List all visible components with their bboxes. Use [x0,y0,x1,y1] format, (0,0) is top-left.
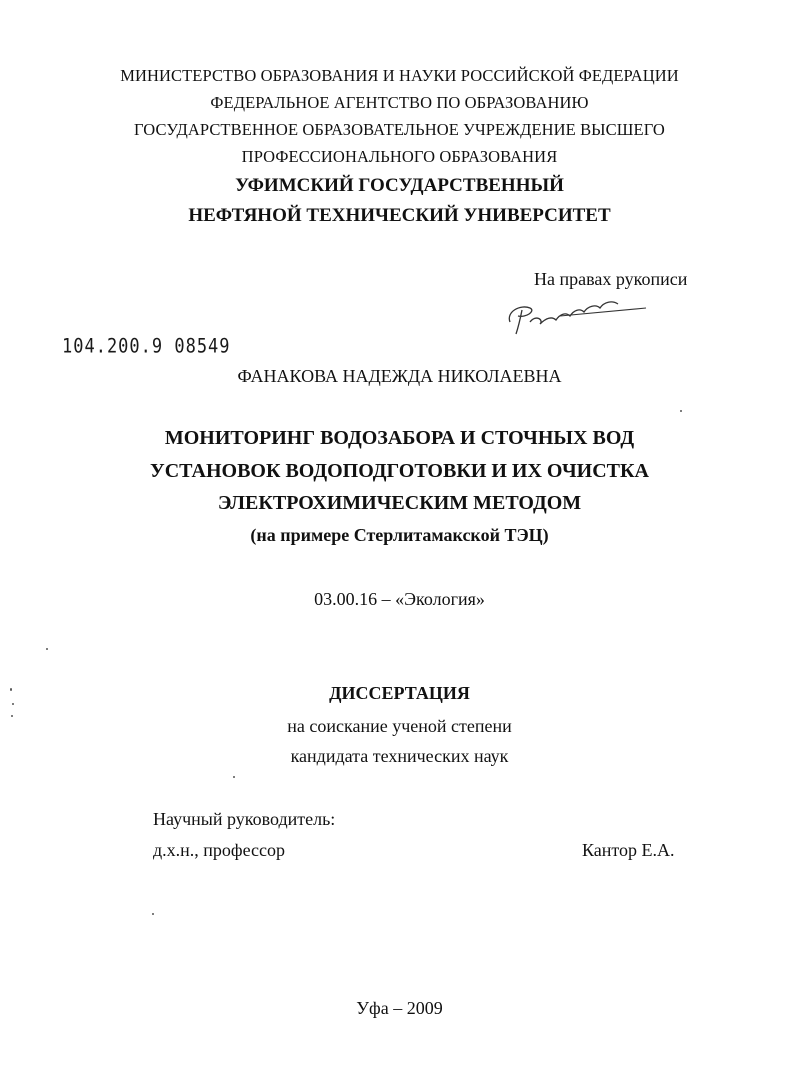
header-line-ministry: МИНИСТЕРСТВО ОБРАЗОВАНИЯ И НАУКИ РОССИЙСКОЙ ФЕДЕРАЦИИ [120,66,679,85]
archive-stamp-number: 104.200.9 08549 [62,335,231,358]
header-line-professional: ПРОФЕССИОНАЛЬНОГО ОБРАЗОВАНИЯ [241,147,558,166]
scan-speck [46,648,48,650]
scan-speck [233,776,235,778]
scan-speck [12,703,14,705]
supervisor-degree: д.х.н., профессор [153,840,286,860]
title-line1: МОНИТОРИНГ ВОДОЗАБОРА И СТОЧНЫХ ВОД [164,427,635,449]
degree-line1: на соискание ученой степени [287,716,512,736]
title-line2: УСТАНОВОК ВОДОПОДГОТОВКИ И ИХ ОЧИСТКА [150,460,649,482]
scan-speck [10,688,12,691]
header-line-agency: ФЕДЕРАЛЬНОЕ АГЕНТСТВО ПО ОБРАЗОВАНИЮ [210,93,589,112]
header-line-institution: ГОСУДАРСТВЕННОЕ ОБРАЗОВАТЕЛЬНОЕ УЧРЕЖДЕНИЕ ВЫСШЕГО [134,120,665,139]
manuscript-note: На правах рукописи [534,269,688,289]
title-subtitle: (на примере Стерлитамакской ТЭЦ) [250,525,549,545]
specialty-code: 03.00.16 – «Экология» [314,589,485,609]
supervisor-name: Кантор Е.А. [582,840,675,860]
title-line3: ЭЛЕКТРОХИМИЧЕСКИМ МЕТОДОМ [217,492,582,514]
author-name: ФАНАКОВА НАДЕЖДА НИКОЛАЕВНА [237,366,562,386]
scan-speck [680,410,682,412]
handwritten-signature [500,290,660,340]
scan-speck [11,715,13,717]
supervisor-label: Научный руководитель: [153,809,336,829]
dissertation-heading: ДИССЕРТАЦИЯ [329,683,470,703]
scan-speck [152,913,154,915]
university-name-line2: НЕФТЯНОЙ ТЕХНИЧЕСКИЙ УНИВЕРСИТЕТ [188,205,611,226]
place-year: Уфа – 2009 [356,998,443,1018]
university-name-line1: УФИМСКИЙ ГОСУДАРСТВЕННЫЙ [235,175,564,196]
degree-line2: кандидата технических наук [290,746,509,766]
